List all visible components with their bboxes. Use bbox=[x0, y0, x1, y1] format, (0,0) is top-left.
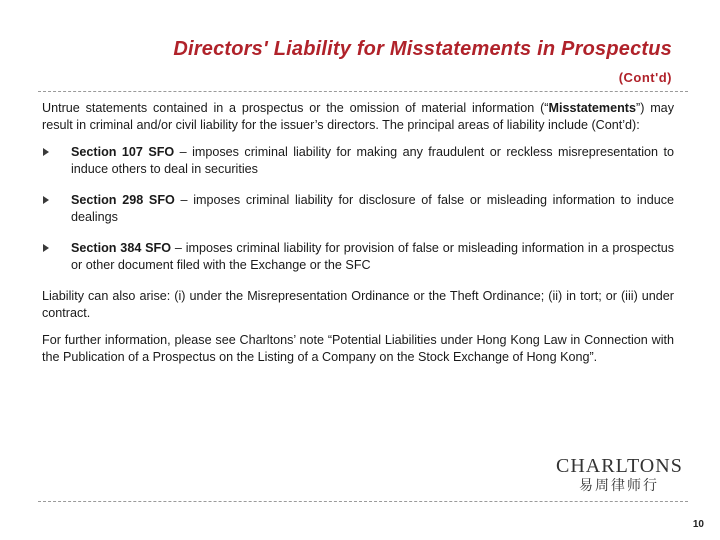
further-liability-paragraph: Liability can also arise: (i) under the Misrepresentation Ordinance or the Theft Ordinance; (ii) in tort; or (iii) under contract. bbox=[42, 289, 674, 320]
intro-text-start: Untrue statements contained in a prospectus or the omission of material information (“ bbox=[42, 101, 549, 115]
charltons-logo bbox=[556, 455, 682, 495]
triangle-bullet-icon bbox=[43, 148, 49, 156]
bullet-text: – imposes criminal liability for disclosure of false or misleading information to induce dealings bbox=[71, 193, 675, 224]
bullet-label: Section 107 SFO bbox=[71, 145, 175, 159]
triangle-bullet-icon bbox=[43, 244, 49, 252]
bullet-text: – imposes criminal liability for making any fraudulent or reckless misrepresentation to induce others to deal in securities bbox=[71, 145, 674, 176]
bottom-divider bbox=[38, 501, 688, 502]
bullet-label: Section 384 SFO bbox=[71, 241, 172, 255]
bullet-section-298 bbox=[42, 192, 674, 226]
liability-bullet-list bbox=[42, 144, 674, 274]
bullet-section-107 bbox=[42, 144, 674, 178]
triangle-bullet-icon bbox=[43, 196, 49, 204]
intro-paragraph bbox=[42, 100, 674, 134]
slide-subtitle: (Cont'd) bbox=[618, 70, 672, 85]
intro-defined-term: Misstatements bbox=[548, 101, 636, 115]
slide-title: Directors' Liability for Misstatements in Prospectus bbox=[173, 38, 672, 60]
further-information-paragraph: For further information, please see Charltons’ note “Potential Liabilities under Hong Kong Law in Connection with the Publication of a Prospectus on the Listing of a Company on the Stock Exchange of Hong Kong”. bbox=[42, 333, 674, 364]
slide-body bbox=[42, 100, 674, 366]
intro-text-end: ”) may result in criminal and/or civil liability for the issuer’s directors. The principal areas of liability include (Cont’d): bbox=[42, 101, 674, 132]
logo-english-text: CHARLTONS bbox=[556, 455, 683, 477]
top-divider bbox=[38, 91, 688, 92]
bullet-label: Section 298 SFO bbox=[71, 193, 175, 207]
logo-chinese-text: 易周律师行 bbox=[579, 478, 659, 494]
bullet-section-384 bbox=[42, 240, 674, 274]
bullet-text: – imposes criminal liability for provision of false or misleading information in a prospectus or other document filed with the Exchange or the SFC bbox=[71, 241, 674, 272]
page-number: 10 bbox=[692, 519, 704, 530]
